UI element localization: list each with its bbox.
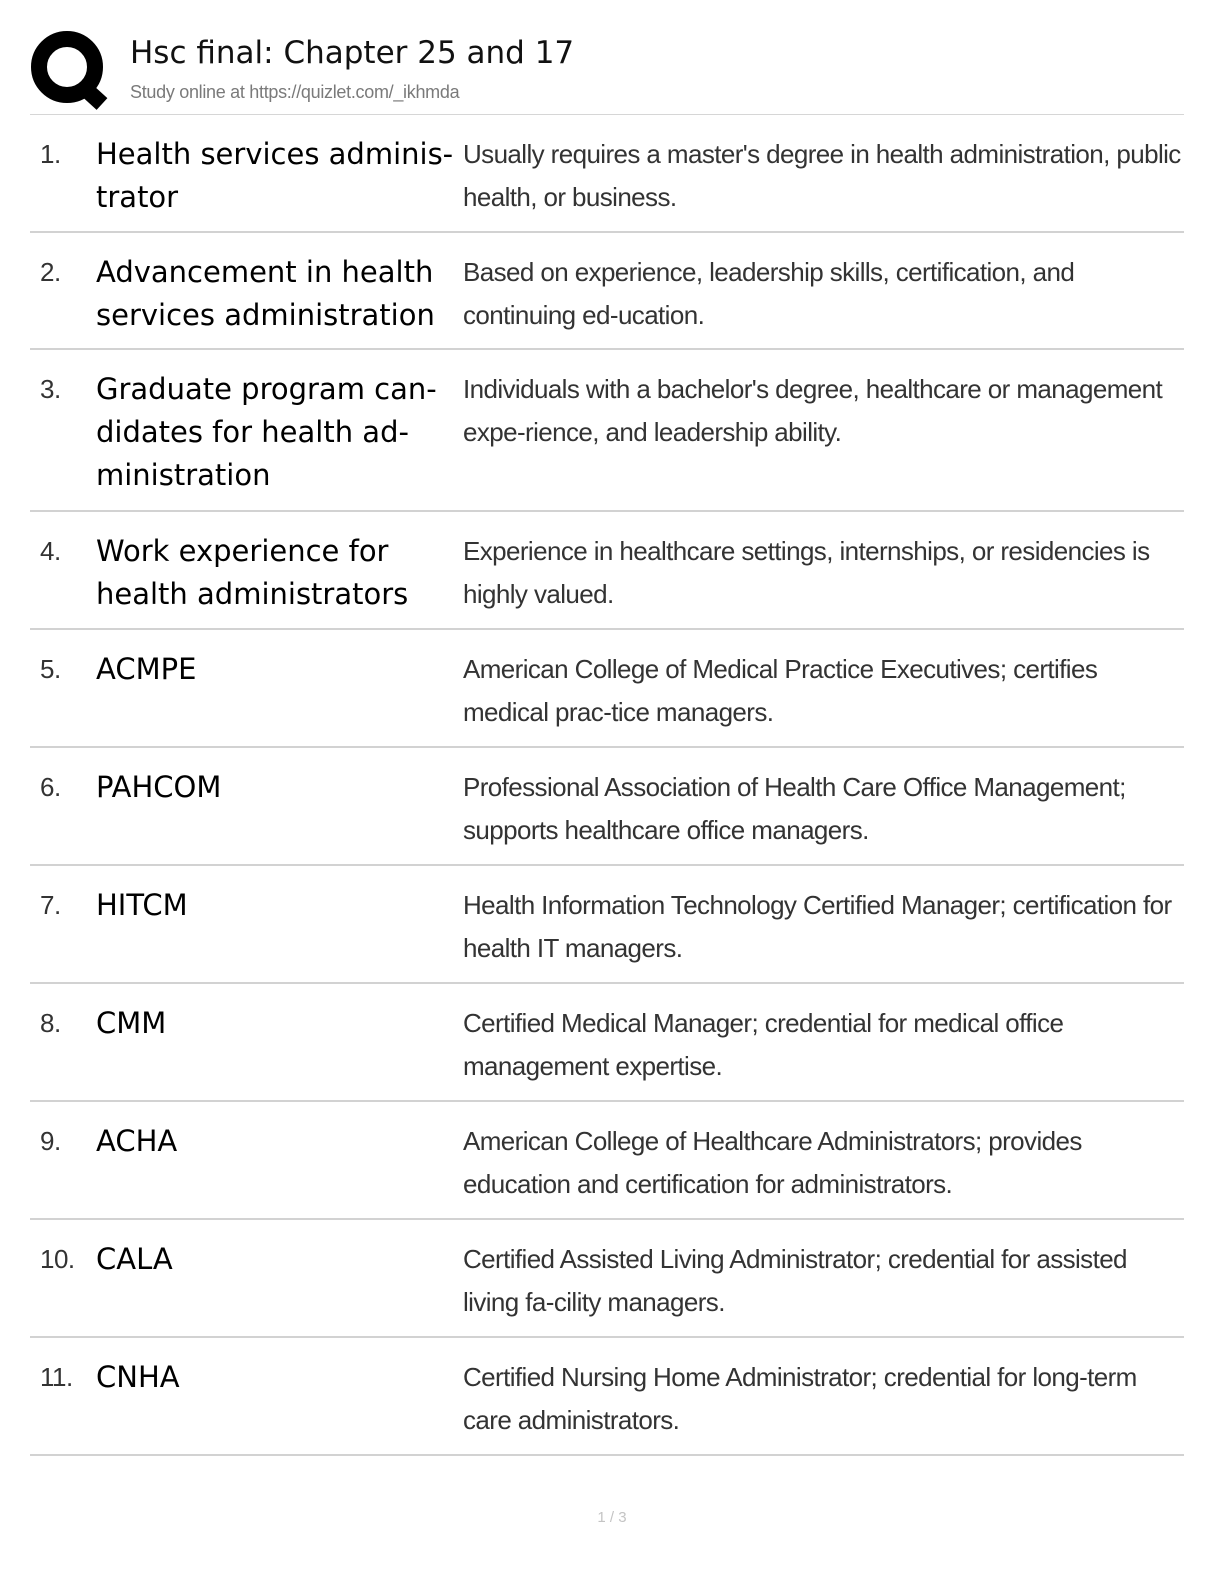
card-number: 10. [40,1244,75,1274]
flashcard-row [30,1338,1184,1456]
flashcard-row [30,748,1184,866]
card-definition: Certified Assisted Living Administrator; credential for assisted living fa-cility managers. [463,1244,1127,1317]
flashcard-row [30,630,1184,748]
card-definition: Individuals with a bachelor's degree, healthcare or management expe-rience, and leadership ability. [463,374,1163,447]
flashcard-row [30,1102,1184,1220]
card-number: 11. [40,1362,73,1392]
card-term: CALA [96,1242,173,1276]
card-number: 7. [40,890,61,920]
card-term: ACMPE [96,652,197,686]
flashcard-row [30,233,1184,350]
flashcard-row [30,866,1184,984]
card-term: PAHCOM [96,770,222,804]
flashcard-row [30,350,1184,512]
card-number: 8. [40,1008,61,1038]
card-number: 9. [40,1126,61,1156]
card-term: Work experience for health administrators [96,534,409,611]
flashcard-row [30,984,1184,1102]
card-number: 6. [40,772,61,802]
card-term: CNHA [96,1360,180,1394]
card-number: 3. [40,374,61,404]
card-term: HITCM [96,888,188,922]
flashcard-row [30,115,1184,233]
flashcard-list [30,115,1184,1456]
card-term: Health services adminis-trator [96,137,454,214]
card-number: 1. [40,139,61,169]
card-number: 5. [40,654,61,684]
quizlet-logo-icon [30,30,110,110]
card-term: ACHA [96,1124,178,1158]
card-number: 4. [40,536,61,566]
flashcard-row [30,512,1184,630]
card-definition: Based on experience, leadership skills, certification, and continuing ed-ucation. [463,257,1075,330]
card-definition: Certified Nursing Home Administrator; credential for long-term care administrators. [463,1362,1137,1435]
card-definition: Experience in healthcare settings, internships, or residencies is highly valued. [463,536,1150,609]
card-term: Graduate program can-didates for health ad-ministration [96,372,437,492]
card-term: Advancement in health services administration [96,255,435,332]
card-definition: Health Information Technology Certified Manager; certification for health IT managers. [463,890,1172,963]
page-number: 1 / 3 [597,1509,627,1526]
card-definition: Professional Association of Health Care Office Management; supports healthcare office managers. [463,772,1126,845]
flashcard-row [30,1220,1184,1338]
card-term: CMM [96,1006,167,1040]
card-definition: American College of Medical Practice Executives; certifies medical prac-tice managers. [463,654,1098,727]
document-title: Hsc final: Chapter 25 and 17 [130,35,575,71]
study-link-text: Study online at https://quizlet.com/_ikhmda [130,82,460,102]
card-definition: Certified Medical Manager; credential for medical office management expertise. [463,1008,1064,1081]
card-number: 2. [40,257,61,287]
card-definition: American College of Healthcare Administrators; provides education and certification for administrators. [463,1126,1082,1199]
card-definition: Usually requires a master's degree in health administration, public health, or business. [463,139,1181,212]
